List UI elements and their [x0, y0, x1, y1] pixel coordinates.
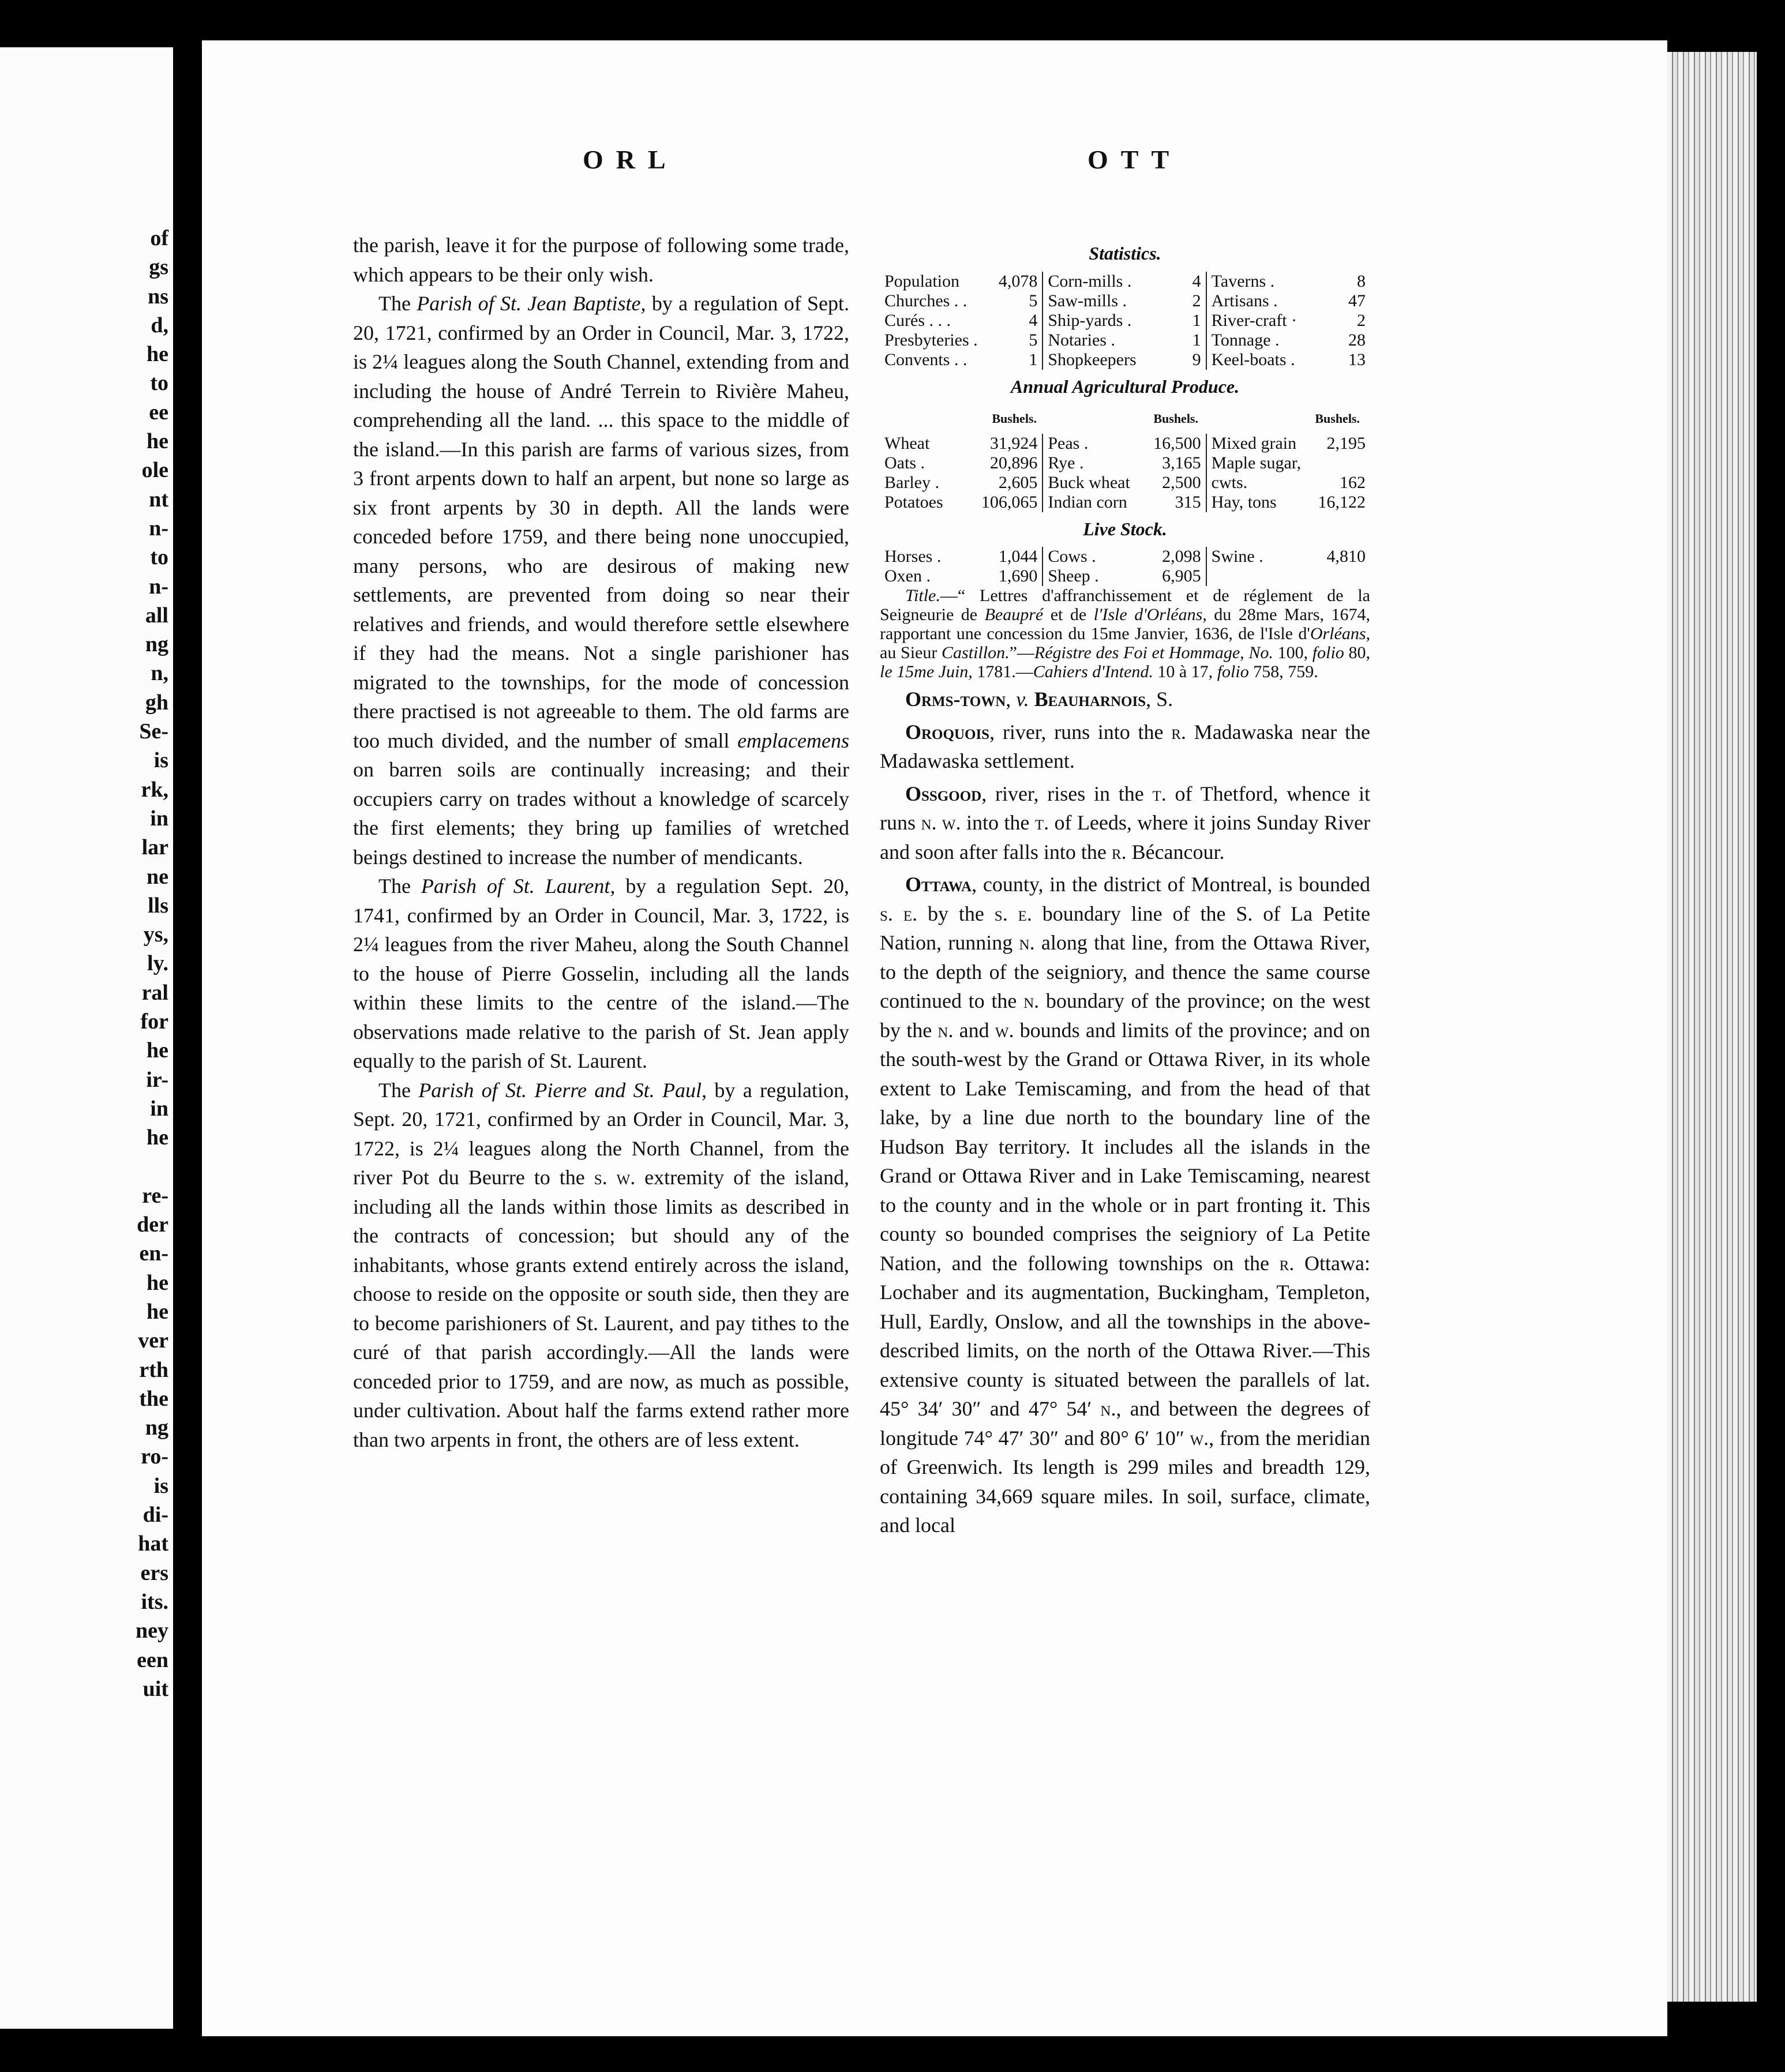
- text-run: 758, 759.: [1248, 662, 1318, 681]
- cell-label: Oxen .: [884, 566, 931, 585]
- table-cell: [880, 566, 1043, 586]
- cell-label: Horses .: [884, 547, 942, 566]
- cell-value: 5: [1029, 330, 1038, 350]
- cell-label: Mixed grain: [1211, 433, 1297, 453]
- text-run: , S.: [1146, 688, 1173, 711]
- left-text-column: [353, 231, 849, 1454]
- facing-fragment: to: [150, 371, 168, 396]
- table-cell: [1043, 311, 1206, 331]
- facing-fragment: ney: [136, 1619, 168, 1643]
- table-cell: [1207, 566, 1370, 586]
- text-run: extremity of the island, including all the lands within those limits as described in the contracts of concession; but should any of the inhabitants, whose grants extend entirely across the island, choose to reside on the opposite or south side, then they are to become parishioners of St. Laurent, and pay tithes to the curé of that parish accordingly.—All the lands were conceded prior to 1759, and are now, as much as possible, under cultivation. About half the farms extend rather more than two arpents in front, the others are of less extent.: [353, 1166, 849, 1451]
- unit-label: Bushels.: [1315, 411, 1360, 426]
- text-run: by the: [917, 902, 995, 925]
- facing-fragment: its.: [141, 1589, 168, 1614]
- cell-label: Cows .: [1048, 547, 1096, 566]
- facing-fragment: der: [137, 1213, 168, 1237]
- text-run: folio: [1312, 643, 1344, 662]
- facing-fragment: gs: [149, 255, 168, 280]
- facing-fragment: lls: [148, 893, 168, 918]
- text-run: Ottawa: Lochaber and its augmentation, Buckingham, Templeton, Hull, Eardly, Onslow, and all the townships in the above-described limits, on the north of the Ottawa River.—This extensive county is situated between the parallels of lat. 45° 34′ 30″ and 47° 54′: [880, 1251, 1370, 1420]
- statistics-table: [880, 272, 1370, 370]
- cell-value: 2: [1357, 310, 1366, 330]
- facing-fragment: [136, 1153, 168, 1181]
- text-run: , from the meridian of Greenwich. Its length is 299 miles and breadth 129, containing 34,669 square miles. In soil, surface, climate, and local: [880, 1426, 1370, 1537]
- table-cell: [880, 350, 1043, 370]
- cell-label: Churches . .: [884, 291, 967, 310]
- text-run: r.: [1279, 1251, 1295, 1275]
- cell-label: Rye .: [1048, 453, 1084, 472]
- cell-value: 2,605: [998, 472, 1038, 492]
- facing-fragment: n-: [149, 516, 168, 540]
- text-run: by a regulation, Sept. 20, 1721, confirmed by an Order in Council, Mar. 3, 1722, is 2¼ leagues along the North Channel, from the river Pot du Beurre to the: [353, 1078, 849, 1189]
- text-run: 1781.—: [972, 662, 1033, 681]
- table-cell: [1043, 493, 1206, 512]
- text-run: boundary of the province; on the west by the: [880, 989, 1370, 1042]
- table-cell: [880, 272, 1043, 291]
- facing-fragment: nt: [149, 487, 168, 512]
- facing-fragment: he: [147, 342, 168, 367]
- facing-fragment: en-: [139, 1241, 168, 1266]
- table-cell: [1043, 350, 1206, 370]
- cell-label: Buck wheat: [1048, 472, 1130, 492]
- facing-fragment: ns: [148, 284, 168, 309]
- unit-label: Bushels.: [1153, 411, 1198, 426]
- text-run: w.: [995, 1018, 1014, 1042]
- cell-value: 16,500: [1153, 433, 1201, 453]
- table-cell: [1207, 453, 1370, 473]
- text-run: of Leeds, where it joins Sunday River and soon after falls into the: [880, 811, 1371, 864]
- text-run: 10 à 17,: [1153, 662, 1217, 681]
- text-run: s. w.: [594, 1166, 636, 1189]
- cell-label: Taverns .: [1211, 271, 1275, 291]
- cell-value: 9: [1192, 350, 1201, 369]
- text-run: et de: [1043, 605, 1094, 624]
- table-cell: [1207, 331, 1370, 350]
- facing-fragment: all: [145, 603, 168, 628]
- facing-fragment: ys,: [143, 922, 168, 947]
- text-run: —“ Lettres d'affranchissement et de réglement de la Seigneurie de: [880, 586, 1370, 624]
- cell-label: Presbyteries .: [884, 330, 978, 350]
- cell-value: 2,500: [1162, 472, 1201, 492]
- paragraph: [880, 870, 1370, 1540]
- text-run: Beaupré: [984, 605, 1044, 624]
- paragraph: [353, 231, 849, 289]
- paragraph: [880, 685, 1370, 714]
- title-note: [880, 586, 1370, 681]
- table-cell: [1043, 434, 1206, 453]
- right-entries: [880, 685, 1370, 1540]
- facing-fragment: for: [140, 1009, 168, 1034]
- text-run: [1029, 688, 1034, 711]
- text-run: s. e.: [880, 902, 918, 925]
- cell-value: 106,065: [981, 492, 1038, 512]
- cell-value: 162: [1340, 472, 1366, 492]
- table-cell: [1207, 547, 1370, 566]
- text-run: of Thetford, whence it runs: [880, 782, 1370, 834]
- cell-value: 2,098: [1162, 547, 1201, 566]
- table-cell: [1043, 473, 1206, 493]
- cell-label: Peas .: [1048, 433, 1089, 453]
- facing-fragment: Se-: [139, 719, 168, 744]
- page-edges: [1667, 52, 1757, 2002]
- cell-value: 315: [1175, 492, 1201, 512]
- text-run: n. w.: [921, 811, 961, 834]
- text-run: v.: [1016, 688, 1029, 711]
- text-run: ,: [1006, 688, 1017, 711]
- facing-fragment: ly.: [147, 951, 168, 976]
- text-run: along that line, from the Ottawa River, to the depth of the seigniory, and thence the same course continued to the: [880, 931, 1370, 1012]
- text-run: emplacemens: [737, 729, 849, 752]
- facing-page-edge: [0, 47, 173, 2029]
- text-run: n.: [1100, 1397, 1116, 1420]
- table-cell: [1207, 291, 1370, 311]
- text-run: Ossgood: [905, 782, 982, 805]
- facing-fragment: di-: [142, 1503, 168, 1527]
- facing-fragment: gh: [145, 690, 168, 715]
- text-run: and: [953, 1018, 995, 1042]
- cell-label: Tonnage .: [1211, 330, 1280, 350]
- text-run: , river, rises in the: [981, 782, 1153, 805]
- facing-fragment: ral: [141, 980, 168, 1005]
- cell-label: Barley .: [884, 472, 939, 492]
- facing-fragment: to: [150, 545, 168, 570]
- cell-label: Shopkeepers: [1048, 350, 1137, 369]
- cell-value: 1: [1029, 350, 1038, 369]
- table-cell: [1043, 331, 1206, 350]
- text-run: Castillon.: [942, 643, 1010, 662]
- cell-label: Keel-boats .: [1211, 350, 1295, 369]
- table-cell: [880, 493, 1043, 512]
- text-run: Parish of St. Laurent,: [421, 874, 616, 898]
- facing-fragment: ro-: [141, 1444, 168, 1469]
- table-cell: [1043, 566, 1206, 586]
- cell-label: Hay, tons: [1211, 492, 1277, 512]
- facing-fragment: he: [147, 1270, 168, 1295]
- facing-fragment: the: [139, 1386, 168, 1411]
- cell-label: River-craft ·: [1211, 310, 1297, 330]
- table-cell: [1207, 350, 1370, 370]
- facing-fragment: ne: [147, 864, 168, 889]
- cell-value: 47: [1348, 291, 1366, 310]
- paragraph: [353, 289, 849, 872]
- table-cell: [880, 311, 1043, 331]
- cell-value: 4: [1029, 310, 1038, 330]
- table-cell: [1207, 473, 1370, 493]
- right-text-column: [880, 237, 1370, 1540]
- text-run: r.: [1111, 840, 1127, 864]
- livestock-title: Live Stock.: [1083, 518, 1167, 539]
- cell-label: Maple sugar,: [1211, 453, 1302, 472]
- text-run: le 15me Juin,: [880, 662, 973, 681]
- left-running-header: ORL: [583, 145, 678, 174]
- text-run: by a regulation Sept. 20, 1741, confirmed by an Order in Council, Mar. 3, 1722, is 2¼ leagues from the river Maheu, along the South Channel to the house of Pierre Gosselin, including all the lands within these limits to the centre of the island.—The observations made relative to the parish of St. Jean apply equally to the parish of St. Laurent.: [353, 874, 849, 1072]
- facing-fragment: re-: [142, 1183, 168, 1208]
- cell-value: 8: [1357, 271, 1366, 291]
- paragraph: [880, 779, 1370, 867]
- text-run: Madawaska near the Madawaska settlement.: [880, 720, 1371, 772]
- facing-fragment: hat: [138, 1532, 168, 1556]
- facing-fragment: he: [147, 429, 168, 454]
- text-run: t.: [1034, 811, 1049, 834]
- text-run: ”—: [1009, 643, 1034, 662]
- table-cell: [1207, 434, 1370, 453]
- cell-value: 1: [1192, 330, 1201, 350]
- paragraph: [880, 718, 1370, 776]
- cell-label: Notaries .: [1048, 330, 1115, 350]
- text-run: The: [378, 874, 421, 898]
- table-cell: [1043, 547, 1206, 566]
- table-cell: [1043, 453, 1206, 473]
- cell-label: Artisans .: [1211, 291, 1278, 310]
- text-run: Régistre des Foi et Hommage, No.: [1034, 643, 1273, 662]
- text-run: n.: [1023, 989, 1040, 1012]
- table-cell: [880, 473, 1043, 493]
- facing-fragment: ng: [145, 1416, 168, 1440]
- text-run: du 28me Mars, 1674, rapportant une concession du 15me Janvier, 1636, de l'Isle d': [880, 605, 1371, 643]
- unit-label: Bushels.: [992, 411, 1037, 426]
- livestock-table: [880, 547, 1370, 586]
- text-run: into the: [961, 811, 1035, 834]
- facing-fragment: of: [150, 226, 168, 250]
- facing-fragment: he: [147, 1299, 168, 1324]
- cell-label: Convents . .: [884, 350, 967, 369]
- paragraph: [353, 1076, 849, 1455]
- text-run: , river, runs into the: [989, 720, 1172, 744]
- cell-label: Corn-mills .: [1048, 271, 1132, 291]
- facing-fragment: ir-: [146, 1067, 168, 1092]
- cell-label: Oats .: [884, 453, 925, 472]
- text-run: Orms-town: [905, 688, 1006, 711]
- facing-fragment: een: [137, 1647, 168, 1672]
- cell-value: 1,044: [998, 547, 1038, 566]
- text-run: l'Isle d'Orléans,: [1093, 605, 1207, 624]
- text-run: the parish, leave it for the purpose of following some trade, which appears to be their only wish.: [353, 234, 849, 286]
- cell-value: 16,122: [1318, 492, 1366, 512]
- facing-fragment: in: [150, 1096, 168, 1121]
- text-run: Parish of St. Pierre and St. Paul,: [418, 1078, 707, 1102]
- cell-label: Curés . . .: [884, 310, 951, 330]
- cell-value: 20,896: [989, 453, 1038, 472]
- cell-label: Ship-yards .: [1048, 310, 1132, 330]
- text-run: r.: [1171, 720, 1186, 744]
- text-run: Cahiers d'Intend.: [1033, 662, 1153, 681]
- table-cell: [880, 331, 1043, 350]
- cell-label: Indian corn: [1048, 492, 1127, 512]
- cell-value: 2: [1192, 291, 1201, 310]
- cell-label: Potatoes: [884, 492, 943, 512]
- produce-units-row: [880, 404, 1370, 434]
- facing-fragment: is: [153, 1473, 168, 1498]
- paragraph: [353, 872, 849, 1076]
- cell-label: Swine .: [1211, 547, 1263, 566]
- text-run: Ottawa: [905, 873, 972, 896]
- text-run: Bécancour.: [1126, 840, 1225, 864]
- facing-fragment: rth: [139, 1357, 168, 1382]
- text-run: , and between the degrees of longitude 74° 47′ 30″ and 80° 6′ 10″: [880, 1397, 1370, 1450]
- text-run: The: [378, 292, 417, 315]
- cell-label: Saw-mills .: [1048, 291, 1127, 310]
- facing-fragment: in: [150, 806, 168, 831]
- facing-fragment: n,: [151, 661, 168, 686]
- text-run: Parish of St. Jean Baptiste,: [417, 292, 646, 315]
- text-run: 100,: [1273, 643, 1312, 662]
- text-run: The: [378, 1078, 419, 1102]
- facing-fragment: uit: [142, 1676, 168, 1701]
- cell-value: 4,810: [1326, 547, 1366, 566]
- cell-label: Population: [884, 271, 960, 291]
- cell-value: 6,905: [1162, 566, 1201, 585]
- text-run: on barren soils are continually increasing; and their occupiers carry on trades without a knowledge of scarcely the first elements; they bring up families of wretched beings destined to increase the number of mendicants.: [353, 758, 849, 869]
- facing-fragment: lar: [141, 835, 168, 860]
- facing-fragment: is: [153, 748, 168, 773]
- cell-value: 4: [1192, 271, 1201, 291]
- cell-label: Wheat: [884, 433, 930, 453]
- table-cell: [1043, 272, 1206, 291]
- text-run: boundary line of the S. of La Petite Nation, running: [880, 902, 1371, 954]
- table-cell: [880, 434, 1043, 453]
- text-run: Title.: [905, 586, 940, 605]
- table-cell: [1207, 311, 1370, 331]
- cell-value: 2,195: [1326, 433, 1366, 453]
- text-run: folio: [1217, 662, 1249, 681]
- text-run: n.: [1019, 931, 1035, 954]
- cell-value: 1: [1192, 310, 1201, 330]
- cell-label: Sheep .: [1048, 566, 1099, 585]
- text-run: au Sieur: [880, 643, 942, 662]
- cell-value: 4,078: [998, 271, 1038, 291]
- statistics-title: Statistics.: [1089, 243, 1161, 264]
- cell-label: [1212, 566, 1216, 586]
- text-run: n.: [937, 1018, 954, 1042]
- facing-fragment: ers: [140, 1560, 168, 1585]
- text-run: bounds and limits of the province; and on the south-west by the Grand or Ottawa River, in its whole extent to Lake Temiscaming, and from the head of that lake, by a line due north to the boundary line of the Hudson Bay territory. It includes all the islands in the Grand or Ottawa River and in Lake Temiscaming, nearest to the county and in the whole or in part fronting it. This county so bounded comprises the seigniory of La Petite Nation, and the following townships on the: [880, 1018, 1370, 1275]
- facing-fragment: ole: [141, 458, 168, 483]
- text-run: s. e.: [994, 902, 1032, 925]
- table-cell: [880, 291, 1043, 311]
- text-run: by a regulation of Sept. 20, 1721, confirmed by an Order in Council, Mar. 3, 1722, is 2¼ leagues along the South Channel, extending from and including the house of André Terrein to Rivière Maheu, comprehending all the land. ... this space to the middle of the island.—In this parish are farms of various sizes, from 3 front arpents down to half an arpent, but none so large as six front arpents by 30 in depth. All the lands were conceded before 1759, and there being none unoccupied, many persons, who are desirous of making new settlements, are prevented from doing so near their relatives and friends, and would therefore settle elsewhere if they had the means. Not a single parishioner has migrated to the townships, for the mode of concession there practised is not agreeable to them. The old farms are too much divided, and the number of small: [353, 292, 850, 752]
- cell-value: 28: [1348, 330, 1366, 350]
- produce-title: Annual Agricultural Produce.: [1010, 376, 1240, 397]
- facing-page-text-fragments: [136, 224, 168, 1703]
- table-cell: [1207, 272, 1370, 291]
- facing-fragment: he: [147, 1125, 168, 1150]
- text-run: Oroquois: [905, 720, 990, 744]
- cell-value: 13: [1348, 350, 1366, 369]
- text-run: , county, in the district of Montreal, is bounded: [972, 873, 1370, 896]
- table-cell: [880, 453, 1043, 473]
- text-run: Orléans,: [1310, 624, 1370, 643]
- text-run: t.: [1152, 782, 1167, 805]
- text-run: 80,: [1344, 643, 1371, 662]
- cell-value: 1,690: [998, 566, 1038, 585]
- cell-value: 5: [1029, 291, 1038, 310]
- facing-fragment: n-: [149, 574, 168, 599]
- text-run: Beauharnois: [1034, 688, 1146, 711]
- facing-fragment: ng: [145, 632, 168, 657]
- facing-fragment: d,: [151, 313, 168, 337]
- table-cell: [880, 547, 1043, 566]
- text-run: w.: [1190, 1426, 1209, 1450]
- cell-value: 3,165: [1162, 453, 1201, 472]
- facing-fragment: rk,: [141, 777, 168, 802]
- facing-fragment: ver: [138, 1328, 168, 1353]
- cell-label: cwts.: [1211, 472, 1248, 492]
- facing-fragment: ee: [149, 400, 168, 425]
- facing-fragment: he: [147, 1038, 168, 1063]
- table-cell: [1043, 291, 1206, 311]
- table-cell: [1207, 493, 1370, 512]
- right-running-header: OTT: [1088, 145, 1182, 174]
- cell-value: 31,924: [989, 433, 1038, 453]
- produce-table: [880, 434, 1370, 512]
